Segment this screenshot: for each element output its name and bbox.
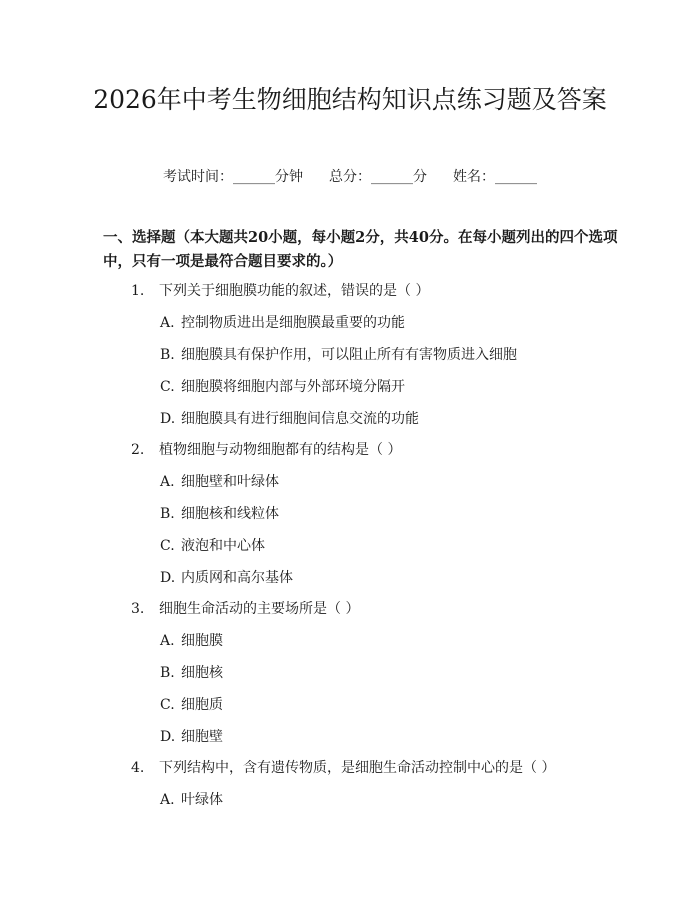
- option-text: 细胞核: [181, 665, 223, 681]
- question-2-option-c: [160, 535, 265, 557]
- question-1-option-a: [160, 312, 405, 334]
- question-1-option-d: [160, 408, 419, 430]
- option-label: D.: [160, 411, 176, 427]
- option-text: 细胞壁: [181, 729, 223, 745]
- option-label: B.: [160, 506, 175, 522]
- question-1-option-b: [160, 344, 517, 366]
- question-3-option-d: [160, 726, 223, 748]
- option-text: 细胞膜具有保护作用，可以阻止所有有害物质进入细胞: [181, 347, 517, 363]
- total-score-field: 总分：______分: [329, 169, 427, 185]
- question-text: 下列关于细胞膜功能的叙述，错误的是（ ）: [159, 283, 430, 299]
- option-label: A.: [160, 633, 175, 649]
- question-text: 细胞生命活动的主要场所是（ ）: [159, 601, 360, 617]
- question-4: [131, 757, 555, 779]
- question-number: 3.: [131, 601, 145, 617]
- option-label: B.: [160, 665, 175, 681]
- exam-info-line: [0, 166, 700, 188]
- option-label: B.: [160, 347, 175, 363]
- option-text: 细胞质: [181, 697, 223, 713]
- option-label: A.: [160, 315, 175, 331]
- question-2-option-b: [160, 503, 279, 525]
- question-3-option-a: [160, 630, 223, 652]
- question-2-option-d: [160, 567, 293, 589]
- option-label: C.: [160, 538, 175, 554]
- question-3-option-c: [160, 694, 223, 716]
- section-heading: 一、选择题（本大题共20小题，每小题2分，共40分。在每小题列出的四个选项中，只有一项是最符合题目要求的。）: [103, 229, 618, 270]
- option-text: 内质网和高尔基体: [181, 570, 293, 586]
- option-label: C.: [160, 697, 175, 713]
- option-text: 细胞膜将细胞内部与外部环境分隔开: [181, 379, 405, 395]
- option-text: 细胞膜: [181, 633, 223, 649]
- option-text: 液泡和中心体: [181, 538, 265, 554]
- exam-time-field: 考试时间：______分钟: [163, 169, 303, 185]
- option-text: 细胞壁和叶绿体: [181, 474, 279, 490]
- question-3-option-b: [160, 662, 223, 684]
- option-label: A.: [160, 474, 175, 490]
- option-label: A.: [160, 792, 175, 808]
- question-4-option-a: [160, 789, 223, 811]
- option-text: 叶绿体: [181, 792, 223, 808]
- option-text: 控制物质进出是细胞膜最重要的功能: [181, 315, 405, 331]
- question-text: 植物细胞与动物细胞都有的结构是（ ）: [159, 442, 402, 458]
- question-text: 下列结构中，含有遗传物质，是细胞生命活动控制中心的是（ ）: [159, 760, 556, 776]
- question-1-option-c: [160, 376, 405, 398]
- option-label: D.: [160, 570, 176, 586]
- name-field: 姓名：______: [453, 169, 537, 185]
- option-text: 细胞核和线粒体: [181, 506, 279, 522]
- document-title: 2026年中考生物细胞结构知识点练习题及答案: [93, 85, 607, 114]
- option-text: 细胞膜具有进行细胞间信息交流的功能: [181, 411, 419, 427]
- question-2: [131, 439, 401, 461]
- question-1: [131, 280, 429, 302]
- question-number: 4.: [131, 760, 145, 776]
- question-number: 2.: [131, 442, 145, 458]
- option-label: D.: [160, 729, 176, 745]
- option-label: C.: [160, 379, 175, 395]
- question-3: [131, 598, 359, 620]
- question-2-option-a: [160, 471, 279, 493]
- question-number: 1.: [131, 283, 145, 299]
